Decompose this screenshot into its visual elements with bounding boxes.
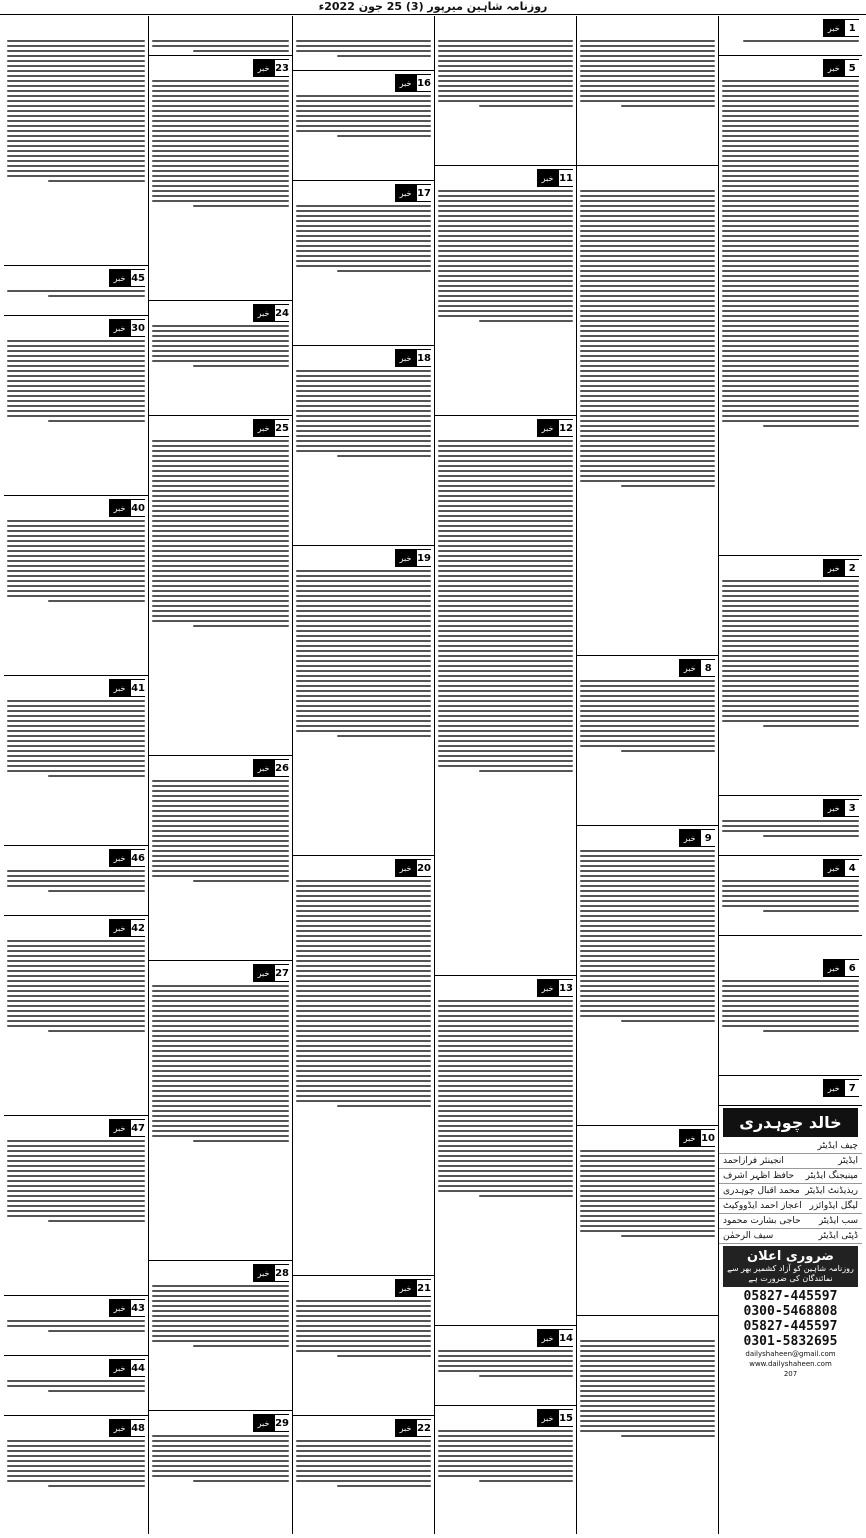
story-number: 25 <box>275 420 289 436</box>
story-tag-label: خبر <box>827 563 840 573</box>
story-number: 12 <box>559 420 573 436</box>
email-text: dailyshaheen@gmail.com <box>745 1350 836 1358</box>
story-tag-label: خبر <box>399 553 412 563</box>
story-tag-label: خبر <box>257 1418 270 1428</box>
story-tag-label: خبر <box>399 78 412 88</box>
story-number: 21 <box>417 1280 431 1296</box>
story-tag-label: خبر <box>113 323 126 333</box>
story-tag <box>395 184 431 202</box>
news-story <box>293 1276 434 1416</box>
story-tag <box>109 849 145 867</box>
story-number: 24 <box>275 305 289 321</box>
story-tag <box>109 499 145 517</box>
story-tag <box>395 859 431 877</box>
news-story <box>4 16 148 266</box>
story-tag-label: خبر <box>683 833 696 843</box>
story-tag <box>109 919 145 937</box>
news-story <box>4 846 148 916</box>
story-number: 43 <box>131 1300 145 1316</box>
story-number: 16 <box>417 75 431 91</box>
story-number: 28 <box>275 1265 289 1281</box>
story-tag <box>109 269 145 287</box>
news-story <box>435 976 576 1326</box>
story-tag-label: خبر <box>257 423 270 433</box>
story-tag <box>537 169 573 187</box>
story-tag-label: خبر <box>541 423 554 433</box>
story-tag <box>395 349 431 367</box>
story-number: 29 <box>275 1415 289 1431</box>
news-story <box>293 71 434 181</box>
column-2 <box>576 16 718 1534</box>
news-story <box>149 1411 292 1534</box>
story-tag <box>823 1079 859 1097</box>
story-tag-label: خبر <box>541 983 554 993</box>
news-story <box>149 301 292 416</box>
news-story <box>293 346 434 546</box>
story-tag-label: خبر <box>541 173 554 183</box>
story-number: 27 <box>275 965 289 981</box>
story-number: 44 <box>131 1360 145 1376</box>
news-story <box>435 166 576 416</box>
story-number: 13 <box>559 980 573 996</box>
news-story <box>719 936 862 956</box>
story-number: 4 <box>845 860 859 876</box>
story-tag <box>253 304 289 322</box>
story-tag <box>253 1414 289 1432</box>
story-number: 18 <box>417 350 431 366</box>
story-tag-label: خبر <box>113 1363 126 1373</box>
story-tag-label: خبر <box>399 1283 412 1293</box>
news-story <box>577 1316 718 1534</box>
story-tag <box>109 1299 145 1317</box>
story-tag <box>109 319 145 337</box>
story-number: 10 <box>701 1130 715 1146</box>
news-story <box>577 1126 718 1316</box>
story-number: 30 <box>131 320 145 336</box>
news-story <box>149 1261 292 1411</box>
story-tag-label: خبر <box>113 503 126 513</box>
story-tag-label: خبر <box>113 923 126 933</box>
news-story <box>435 1326 576 1406</box>
story-tag-label: خبر <box>257 968 270 978</box>
important-notice <box>723 1246 858 1287</box>
imprint-box <box>718 1106 862 1534</box>
story-tag-label: خبر <box>257 1268 270 1278</box>
address-number: 207 <box>783 1370 798 1378</box>
phone-number: 0300-5468808 <box>743 1304 838 1319</box>
story-tag <box>823 859 859 877</box>
story-tag-label: خبر <box>827 863 840 873</box>
story-number: 1 <box>845 20 859 36</box>
story-tag <box>395 1279 431 1297</box>
story-number: 40 <box>131 500 145 516</box>
story-tag <box>679 829 715 847</box>
news-story <box>293 1416 434 1534</box>
news-story <box>435 1406 576 1534</box>
news-story <box>719 16 862 56</box>
news-story <box>4 676 148 846</box>
story-tag <box>537 419 573 437</box>
column-3 <box>434 16 576 1534</box>
story-tag <box>109 679 145 697</box>
imprint-row: چیف ایڈیٹر <box>719 1139 862 1154</box>
news-story <box>435 416 576 976</box>
story-tag <box>109 1359 145 1377</box>
story-tag-label: خبر <box>399 353 412 363</box>
story-tag-label: خبر <box>399 188 412 198</box>
story-tag <box>823 799 859 817</box>
story-tag-label: خبر <box>827 63 840 73</box>
story-number: 6 <box>845 960 859 976</box>
story-number: 11 <box>559 170 573 186</box>
story-number: 47 <box>131 1120 145 1136</box>
story-tag <box>109 1419 145 1437</box>
story-tag <box>395 549 431 567</box>
column-4 <box>292 16 434 1534</box>
news-story <box>149 16 292 56</box>
story-number: 17 <box>417 185 431 201</box>
story-number: 26 <box>275 760 289 776</box>
story-tag-label: خبر <box>399 863 412 873</box>
story-tag-label: خبر <box>541 1413 554 1423</box>
news-story <box>435 16 576 166</box>
story-tag-label: خبر <box>113 1303 126 1313</box>
news-story <box>577 826 718 1126</box>
story-tag <box>823 959 859 977</box>
story-tag <box>109 1119 145 1137</box>
story-tag-label: خبر <box>683 663 696 673</box>
imprint-row: مینیجنگ ایڈیٹر حافظ اظہر اشرف <box>719 1169 862 1184</box>
story-tag-label: خبر <box>113 683 126 693</box>
story-tag-label: خبر <box>541 1333 554 1343</box>
story-tag-label: خبر <box>827 963 840 973</box>
story-tag <box>679 1129 715 1147</box>
story-number: 42 <box>131 920 145 936</box>
phone-number: 05827-445597 <box>743 1319 838 1334</box>
story-tag-label: خبر <box>257 308 270 318</box>
story-tag-label: خبر <box>113 1123 126 1133</box>
news-story <box>577 16 718 166</box>
story-tag-label: خبر <box>827 1083 840 1093</box>
news-story <box>719 56 862 556</box>
phone-number: 0301-5832695 <box>743 1334 838 1349</box>
story-tag <box>823 19 859 37</box>
story-tag <box>253 59 289 77</box>
story-number: 20 <box>417 860 431 876</box>
news-story <box>719 856 862 936</box>
imprint-row: سب ایڈیٹر حاجی بشارت محمود <box>719 1214 862 1229</box>
story-tag <box>823 59 859 77</box>
notice-title: ضروری اعلان <box>747 1249 834 1264</box>
story-number: 15 <box>559 1410 573 1426</box>
news-story <box>4 266 148 316</box>
story-tag <box>395 1419 431 1437</box>
story-tag-label: خبر <box>113 1423 126 1433</box>
story-tag <box>823 559 859 577</box>
imprint-row: ریذیڈنٹ ایڈیٹر محمد اقبال چوہدری <box>719 1184 862 1199</box>
story-tag-label: خبر <box>827 803 840 813</box>
story-tag-label: خبر <box>683 1133 696 1143</box>
news-story <box>577 166 718 656</box>
news-story <box>4 316 148 496</box>
story-tag-label: خبر <box>257 63 270 73</box>
story-number: 3 <box>845 800 859 816</box>
news-story <box>719 796 862 856</box>
imprint-row: ڈپٹی ایڈیٹر سیف الرحمٰن <box>719 1229 862 1244</box>
story-tag-label: خبر <box>113 853 126 863</box>
news-story <box>293 546 434 856</box>
story-tag <box>253 419 289 437</box>
story-number: 41 <box>131 680 145 696</box>
news-body <box>4 16 862 1534</box>
story-tag <box>537 1409 573 1427</box>
story-tag <box>679 659 715 677</box>
news-story <box>4 1296 148 1356</box>
news-story <box>719 956 862 1076</box>
notice-text: روزنامہ شاہین کو آزاد کشمیر بھر سے نمائندگان کی ضرورت ہے <box>727 1264 854 1283</box>
news-story <box>719 1076 862 1106</box>
story-number: 48 <box>131 1420 145 1436</box>
imprint-row: ایڈیٹر انجینئر فرازاحمد <box>719 1154 862 1169</box>
story-number: 14 <box>559 1330 573 1346</box>
story-number: 46 <box>131 850 145 866</box>
news-story <box>4 1416 148 1534</box>
story-tag <box>253 759 289 777</box>
story-number: 2 <box>845 560 859 576</box>
story-tag <box>253 1264 289 1282</box>
story-number: 22 <box>417 1420 431 1436</box>
masthead-logo: خالد چوہدری <box>723 1108 858 1137</box>
story-tag <box>253 964 289 982</box>
story-number: 7 <box>845 1080 859 1096</box>
imprint-row: لیگل ایڈوائزر اعجاز احمد ایڈووکیٹ <box>719 1199 862 1214</box>
news-story <box>577 656 718 826</box>
story-tag <box>537 979 573 997</box>
news-story <box>149 56 292 301</box>
story-number: 8 <box>701 660 715 676</box>
story-number: 45 <box>131 270 145 286</box>
news-story <box>149 961 292 1261</box>
story-number: 5 <box>845 60 859 76</box>
story-tag-label: خبر <box>257 763 270 773</box>
column-5 <box>148 16 292 1534</box>
news-story <box>719 556 862 796</box>
news-story <box>293 856 434 1276</box>
masthead-title: روزنامہ شاہین میرپور (3) 25 جون 2022ء <box>0 0 866 15</box>
story-tag-label: خبر <box>113 273 126 283</box>
story-tag <box>537 1329 573 1347</box>
story-number: 23 <box>275 60 289 76</box>
news-story <box>4 496 148 676</box>
story-tag <box>395 74 431 92</box>
news-story <box>4 1356 148 1416</box>
news-story <box>4 1116 148 1296</box>
news-story <box>4 916 148 1116</box>
phone-number: 05827-445597 <box>743 1289 838 1304</box>
story-tag-label: خبر <box>827 23 840 33</box>
story-tag-label: خبر <box>399 1423 412 1433</box>
news-story <box>293 16 434 71</box>
story-number: 19 <box>417 550 431 566</box>
news-story <box>149 416 292 756</box>
news-story <box>149 756 292 961</box>
news-story <box>293 181 434 346</box>
website-text: www.dailyshaheen.com <box>749 1360 832 1368</box>
column-6 <box>4 16 148 1534</box>
story-number: 9 <box>701 830 715 846</box>
